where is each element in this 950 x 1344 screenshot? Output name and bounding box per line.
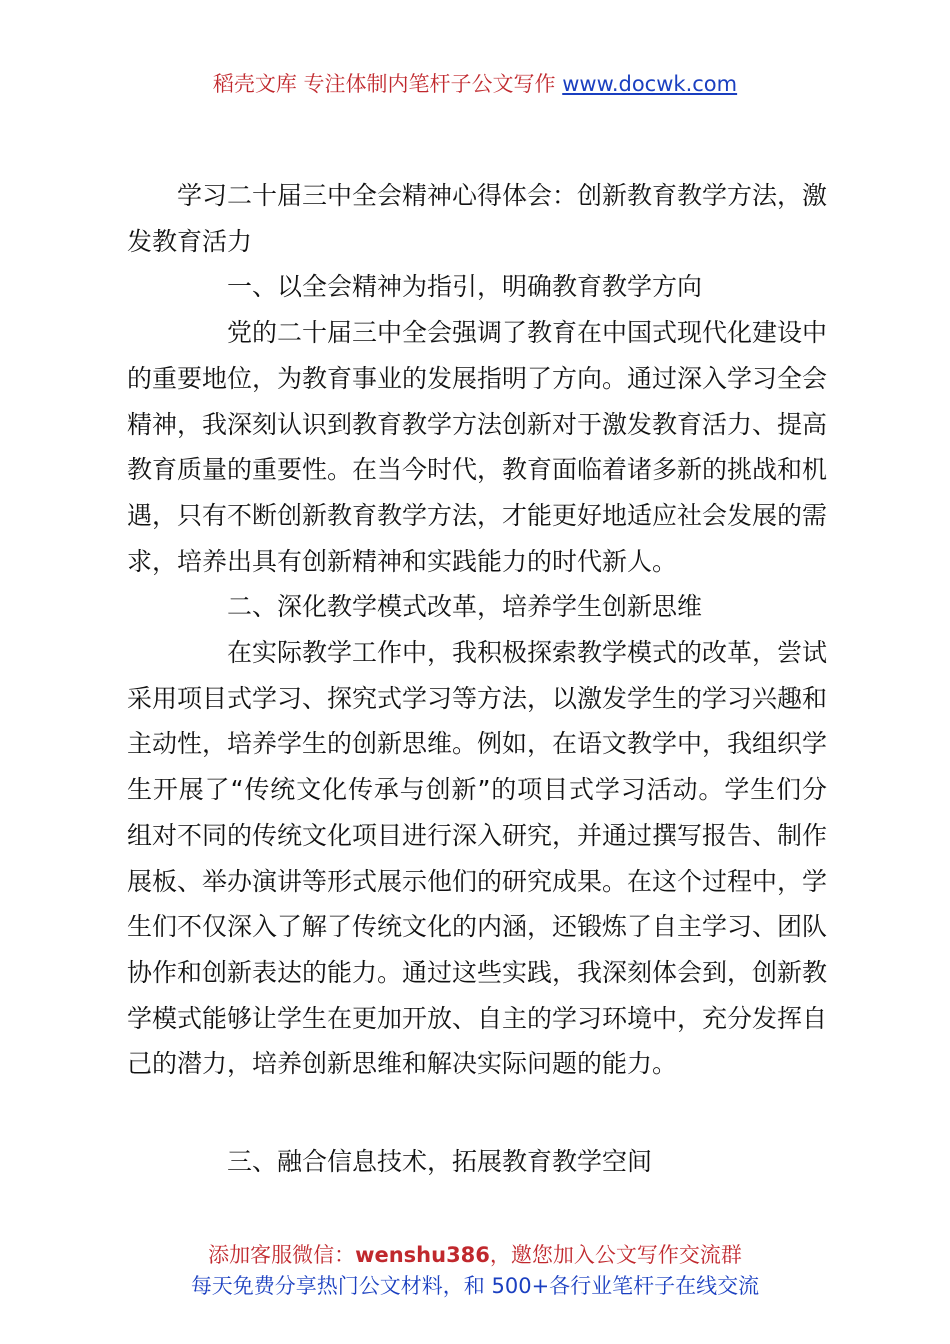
document-body (127, 173, 827, 1087)
footer-wechat-prefix: 添加客服微信： (208, 1243, 356, 1267)
footer-wechat-suffix: ，邀您加入公文写作交流群 (489, 1243, 742, 1267)
footer-line-1 (0, 1240, 950, 1271)
document-title: 学习二十届三中全会精神心得体会：创新教育教学方法，激发教育活力 (127, 181, 828, 256)
page-header (0, 68, 950, 100)
paragraph-2: 在实际教学工作中，我积极探索教学模式的改革，尝试采用项目式学习、探究式学习等方法，以激发学生的学习兴趣和主动性，培养学生的创新思维。例如，在语文教学中，我组织学生开展了“传统文化传承与创新”的项目式学习活动。学生们分组对不同的传统文化项目进行深入研究，并通过撰写报告、制作展板、举办演讲等形式展示他们的研究成果。在这个过程中，学生们不仅深入了解了传统文化的内涵，还锻炼了自主学习、团队协作和创新表达的能力。通过这些实践，我深刻体会到，创新教学模式能够让学生在更加开放、自主的学习环境中，充分发挥自己的潜力，培养创新思维和解决实际问题的能力。 (127, 638, 828, 1079)
footer-line-2: 每天免费分享热门公文材料，和 500+各行业笔杆子在线交流 (190, 1274, 760, 1298)
paragraph-1: 党的二十届三中全会强调了教育在中国式现代化建设中的重要地位，为教育事业的发展指明了方向。通过深入学习全会精神，我深刻认识到教育教学方法创新对于激发教育活力、提高教育质量的重要性。在当今时代，教育面临着诸多新的挑战和机遇，只有不断创新教育教学方法，才能更好地适应社会发展的需求，培养出具有创新精神和实践能力的时代新人。 (127, 318, 828, 576)
page-footer (0, 1240, 950, 1302)
section-heading-2: 二、深化教学模式改革，培养学生创新思维 (227, 592, 703, 622)
header-brand: 稻壳文库 专注体制内笔杆子公文写作 (212, 72, 563, 96)
section-heading-3: 三、融合信息技术，拓展教育教学空间 (227, 1147, 653, 1176)
header-url-link[interactable]: www.docwk.com (562, 72, 738, 96)
section-heading-1: 一、以全会精神为指引，明确教育教学方向 (227, 272, 703, 302)
footer-wechat-id: wenshu386 (355, 1243, 490, 1267)
